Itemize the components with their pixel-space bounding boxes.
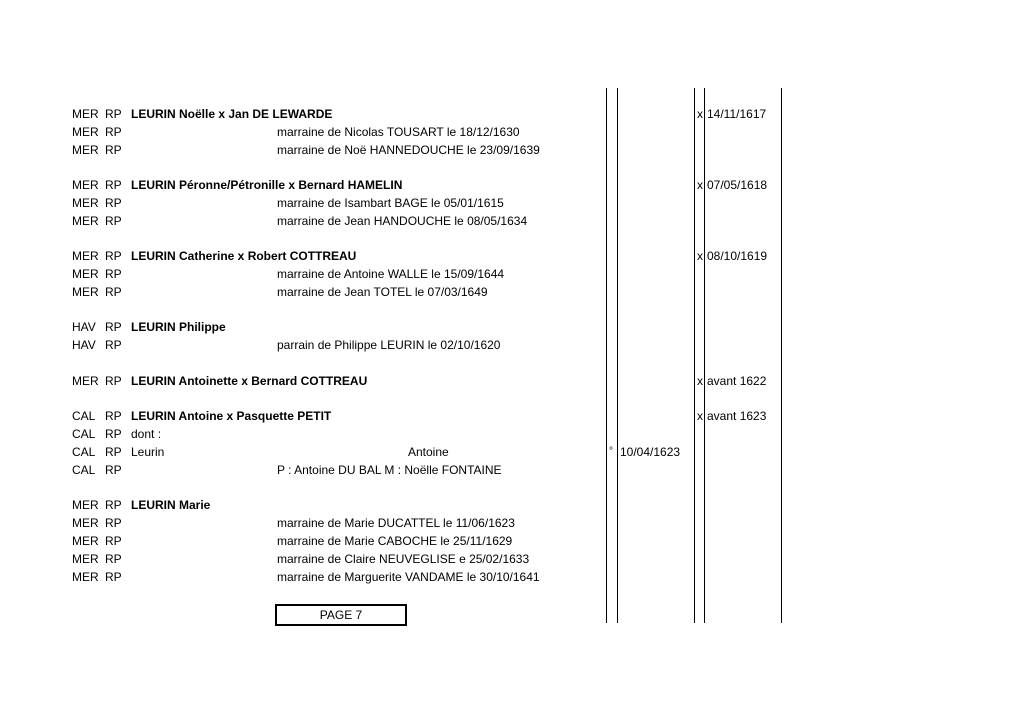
detail-text: marraine de Noë HANNEDOUCHE le 23/09/1639 [277, 143, 540, 157]
place-code: MER [72, 285, 99, 299]
place-code: MER [72, 249, 99, 263]
table-row [0, 372, 1024, 390]
table-row [0, 105, 1024, 123]
marriage-symbol: x [697, 374, 703, 388]
place-code: CAL [72, 463, 96, 477]
register-code: RP [105, 107, 122, 121]
place-code: MER [72, 125, 99, 139]
marriage-symbol: x [697, 107, 703, 121]
register-code: RP [105, 249, 122, 263]
place-code: MER [72, 552, 99, 566]
table-row [0, 568, 1024, 586]
detail-text: marraine de Nicolas TOUSART le 18/12/1630 [277, 125, 520, 139]
detail-text: marraine de Marie CABOCHE le 25/11/1629 [277, 534, 513, 548]
place-code: MER [72, 570, 99, 584]
marriage-date: 08/10/1619 [707, 249, 768, 263]
place-code: HAV [72, 320, 96, 334]
register-code: RP [105, 125, 122, 139]
detail-text: marraine de Jean TOTEL le 07/03/1649 [277, 285, 488, 299]
register-code: RP [105, 463, 122, 477]
register-code: RP [105, 214, 122, 228]
person-name: LEURIN Catherine x Robert COTTREAU [131, 249, 357, 263]
table-row [0, 550, 1024, 568]
detail-text: marraine de Isambart BAGE le 05/01/1615 [277, 196, 504, 210]
register-code: RP [105, 570, 122, 584]
detail-text: marraine de Marguerite VANDAME le 30/10/1641 [277, 570, 540, 584]
birth-symbol: ° [609, 446, 613, 457]
person-name: LEURIN Antoine x Pasquette PETIT [131, 409, 332, 423]
register-code: RP [105, 338, 122, 352]
place-code: CAL [72, 445, 96, 459]
detail-text: P : Antoine DU BAL M : Noëlle FONTAINE [277, 463, 502, 477]
detail-text: parrain de Philippe LEURIN le 02/10/1620 [277, 338, 501, 352]
person-name: LEURIN Antoinette x Bernard COTTREAU [131, 374, 368, 388]
table-row [0, 496, 1024, 514]
register-code: RP [105, 498, 122, 512]
detail-text: marraine de Jean HANDOUCHE le 08/05/1634 [277, 214, 528, 228]
table-row [0, 425, 1024, 443]
table-row [0, 176, 1024, 194]
person-name: LEURIN Philippe [131, 320, 226, 334]
marriage-date: avant 1623 [707, 409, 767, 423]
page-number-box [275, 604, 407, 626]
place-code: MER [72, 498, 99, 512]
table-row [0, 265, 1024, 283]
table-row [0, 461, 1024, 479]
detail-text: marraine de Marie DUCATTEL le 11/06/1623 [277, 516, 515, 530]
table-row [0, 283, 1024, 301]
register-code: RP [105, 516, 122, 530]
place-code: MER [72, 534, 99, 548]
given-name: Antoine [408, 445, 449, 459]
place-code: MER [72, 196, 99, 210]
place-code: MER [72, 143, 99, 157]
place-code: MER [72, 107, 99, 121]
place-code: MER [72, 516, 99, 530]
register-code: RP [105, 178, 122, 192]
detail-text: marraine de Claire NEUVEGLISE e 25/02/1633 [277, 552, 530, 566]
table-row [0, 336, 1024, 354]
person-name: LEURIN Marie [131, 498, 211, 512]
marriage-date: avant 1622 [707, 374, 767, 388]
person-name: LEURIN Noëlle x Jan DE LEWARDE [131, 107, 333, 121]
marriage-date: 14/11/1617 [707, 107, 767, 121]
place-code: CAL [72, 427, 96, 441]
register-code: RP [105, 445, 122, 459]
register-code: RP [105, 196, 122, 210]
table-row [0, 194, 1024, 212]
table-row [0, 141, 1024, 159]
place-code: MER [72, 267, 99, 281]
register-code: RP [105, 409, 122, 423]
table-row [0, 123, 1024, 141]
marriage-date: 07/05/1618 [707, 178, 768, 192]
table-row [0, 407, 1024, 425]
detail-text: marraine de Antoine WALLE le 15/09/1644 [277, 267, 505, 281]
marriage-symbol: x [697, 178, 703, 192]
child-label: Leurin [131, 445, 165, 459]
place-code: MER [72, 214, 99, 228]
place-code: MER [72, 374, 99, 388]
page-number-label: PAGE 7 [319, 608, 363, 622]
place-code: HAV [72, 338, 96, 352]
place-code: CAL [72, 409, 96, 423]
birth-date: 10/04/1623 [620, 445, 681, 459]
register-code: RP [105, 374, 122, 388]
register-code: RP [105, 320, 122, 334]
table-row [0, 514, 1024, 532]
table-row [0, 443, 1024, 461]
table-row [0, 318, 1024, 336]
table-row [0, 247, 1024, 265]
child-label: dont : [131, 427, 162, 441]
person-name: LEURIN Péronne/Pétronille x Bernard HAMELIN [131, 178, 403, 192]
place-code: MER [72, 178, 99, 192]
marriage-symbol: x [697, 409, 703, 423]
table-row [0, 212, 1024, 230]
register-code: RP [105, 552, 122, 566]
register-code: RP [105, 143, 122, 157]
register-code: RP [105, 267, 122, 281]
register-code: RP [105, 285, 122, 299]
register-code: RP [105, 427, 122, 441]
register-code: RP [105, 534, 122, 548]
table-row [0, 532, 1024, 550]
marriage-symbol: x [697, 249, 703, 263]
